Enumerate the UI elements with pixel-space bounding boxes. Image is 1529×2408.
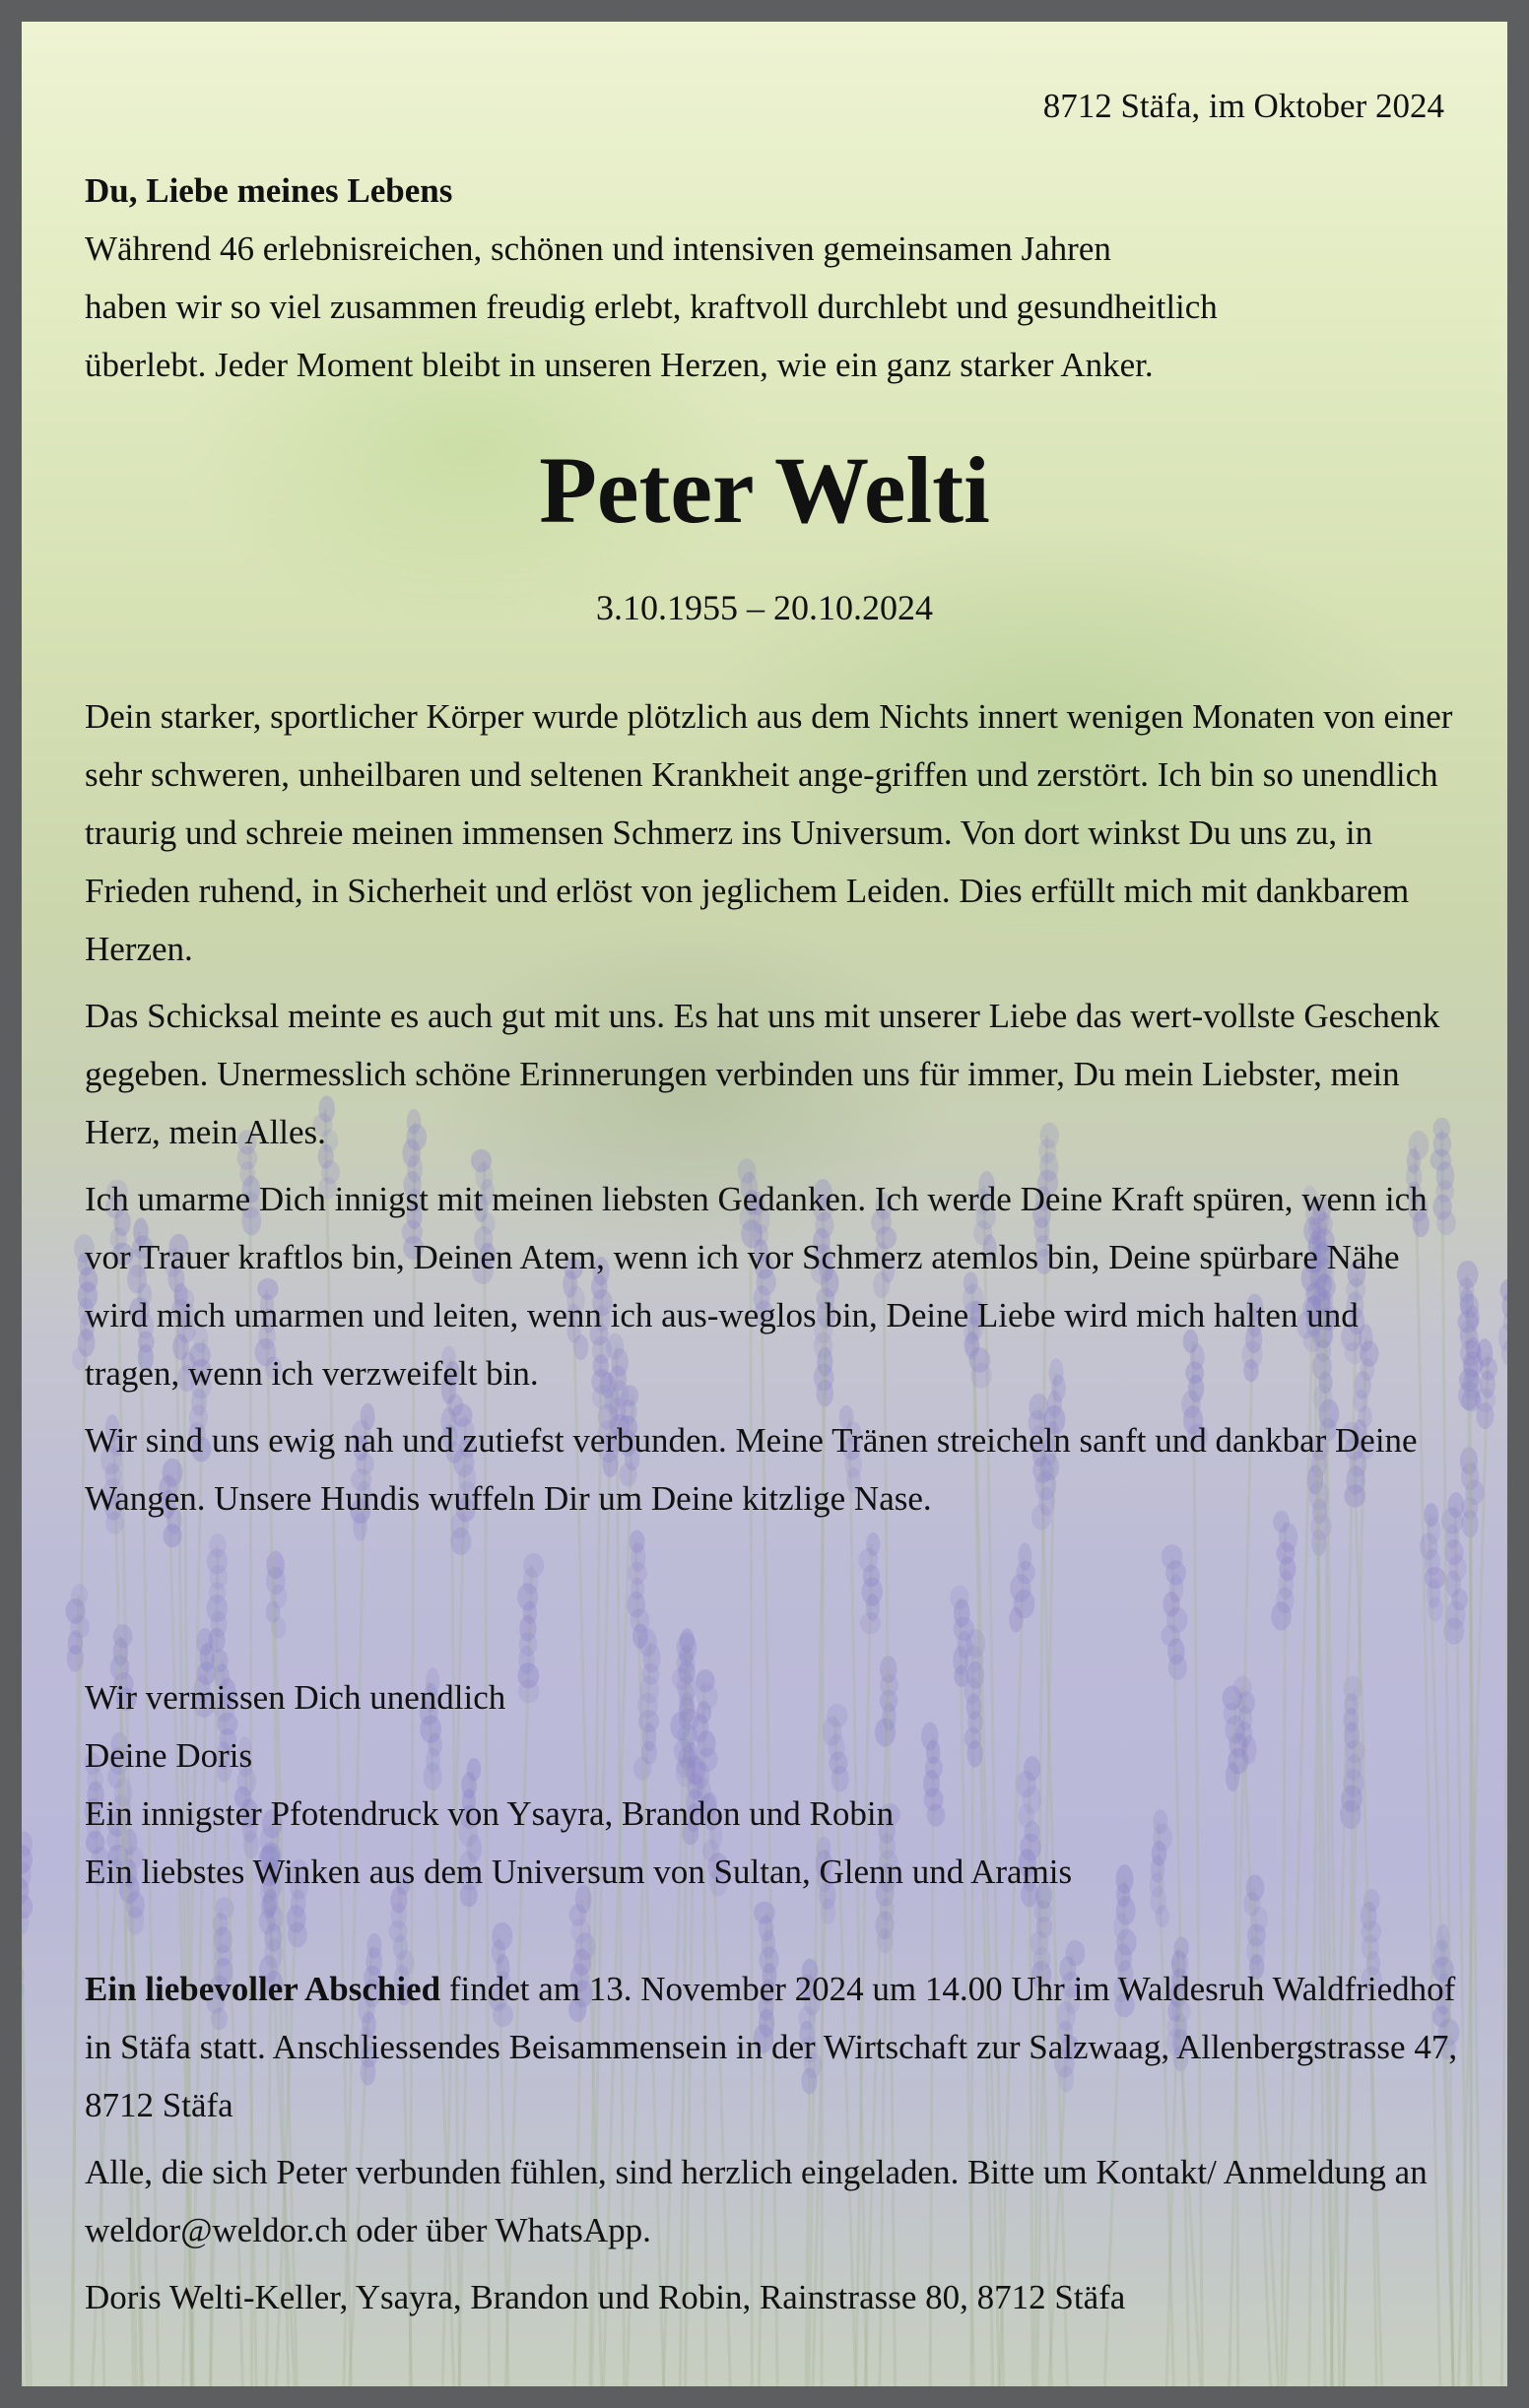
deceased-name: Peter Welti	[539, 437, 990, 543]
signature-line: Deine Doris	[85, 1736, 253, 1775]
farewell-paragraph	[85, 1960, 1464, 2134]
body-text	[85, 687, 1454, 1536]
ceremony-info	[85, 1960, 1464, 2335]
intro-line: Während 46 erlebnisreichen, schönen und intensiven gemeinsamen Jahren	[85, 229, 1111, 268]
body-paragraph: Dein starker, sportlicher Körper wurde plötzlich aus dem Nichts innert wenigen Monaten von einer sehr schweren, unheilbaren und seltenen Krankheit ange-griffen und zerstört. Ich bin so unendlich traurig und schreie meinen immensen Schmerz ins Universum. Von dort winkst Du uns zu, in Frieden ruhend, in Sicherheit und erlöst von jeglichem Leiden. Dies erfüllt mich mit dankbarem Herzen.	[85, 697, 1453, 968]
body-paragraph: Ich umarme Dich innigst mit meinen liebsten Gedanken. Ich werde Deine Kraft spüren, wenn ich vor Trauer kraftlos bin, Deinen Atem, wenn ich vor Schmerz atemlos bin, Deine spürbare Nähe wird mich umarmen und leiten, wenn ich aus-weglos bin, Deine Liebe wird mich halten und tragen, wenn ich verzweifelt bin.	[85, 1180, 1428, 1393]
signature-block	[85, 1668, 1454, 1901]
lavender-stem	[1467, 1274, 1481, 2386]
body-paragraph: Das Schicksal meinte es auch gut mit uns. Es hat uns mit unserer Liebe das wert-vollste Geschenk gegeben. Unermesslich schöne Erinnerungen verbinden uns für immer, Du mein Liebster, mein Herz, mein Alles.	[85, 997, 1440, 1151]
invitation-paragraph: Alle, die sich Peter verbunden fühlen, sind herzlich eingeladen. Bitte um Kontakt/ Anmeldung an weldor@weldor.ch oder über WhatsApp.	[85, 2153, 1428, 2249]
lavender-blossom	[1428, 1597, 1443, 1622]
signature-line: Wir vermissen Dich unendlich	[85, 1678, 506, 1717]
lavender-blossom	[127, 1907, 145, 1935]
contact-address: Doris Welti-Keller, Ysayra, Brandon und Robin, Rainstrasse 80, 8712 Stäfa	[85, 2278, 1126, 2316]
lavender-blossom	[1156, 1906, 1169, 1928]
intro-greeting: Du, Liebe meines Lebens	[85, 171, 453, 210]
lavender-blossom	[288, 1921, 307, 1947]
farewell-details: findet am 13. November 2024 um 14.00 Uhr im Waldesruh Waldfriedhof in Stäfa statt. Anschliessendes Beisammensein in der Wirtschaft zur Salzwaag, Allenbergstrasse 47, 8712 Stäfa	[85, 1970, 1458, 2124]
signature-line: Ein innigster Pfotendruck von Ysayra, Brandon und Robin	[85, 1794, 895, 1833]
body-paragraph: Wir sind uns ewig nah und zutiefst verbunden. Meine Tränen streicheln sanft und dankbar Deine Wangen. Unsere Hundis wuffeln Dir um Deine kitzlige Nase.	[85, 1421, 1418, 1518]
lavender-stem	[1501, 1290, 1507, 2386]
farewell-heading: Ein liebevoller Abschied	[85, 1970, 441, 2008]
lavender-blossom	[67, 1645, 84, 1672]
lavender-blossom	[860, 1612, 881, 1634]
lavender-blossom	[1009, 1607, 1023, 1633]
place-date: 8712 Stäfa, im Oktober 2024	[1042, 87, 1444, 125]
obituary-card	[22, 22, 1507, 2386]
intro-block	[85, 162, 1464, 394]
lavender-blossom	[1271, 1601, 1292, 1630]
lavender-blossom	[209, 1628, 226, 1653]
intro-line: überlebt. Jeder Moment bleibt in unseren Herzen, wie ein ganz starker Anker.	[85, 346, 1154, 384]
lavender-blossom	[1458, 1381, 1480, 1410]
intro-line: haben wir so viel zusammen freudig erlebt, kraftvoll durchlebt und gesundheitlich	[85, 288, 1218, 326]
signature-line: Ein liebstes Winken aus dem Universum von Sultan, Glenn und Aramis	[85, 1853, 1073, 1891]
life-dates: 3.10.1955 – 20.10.2024	[596, 588, 933, 627]
